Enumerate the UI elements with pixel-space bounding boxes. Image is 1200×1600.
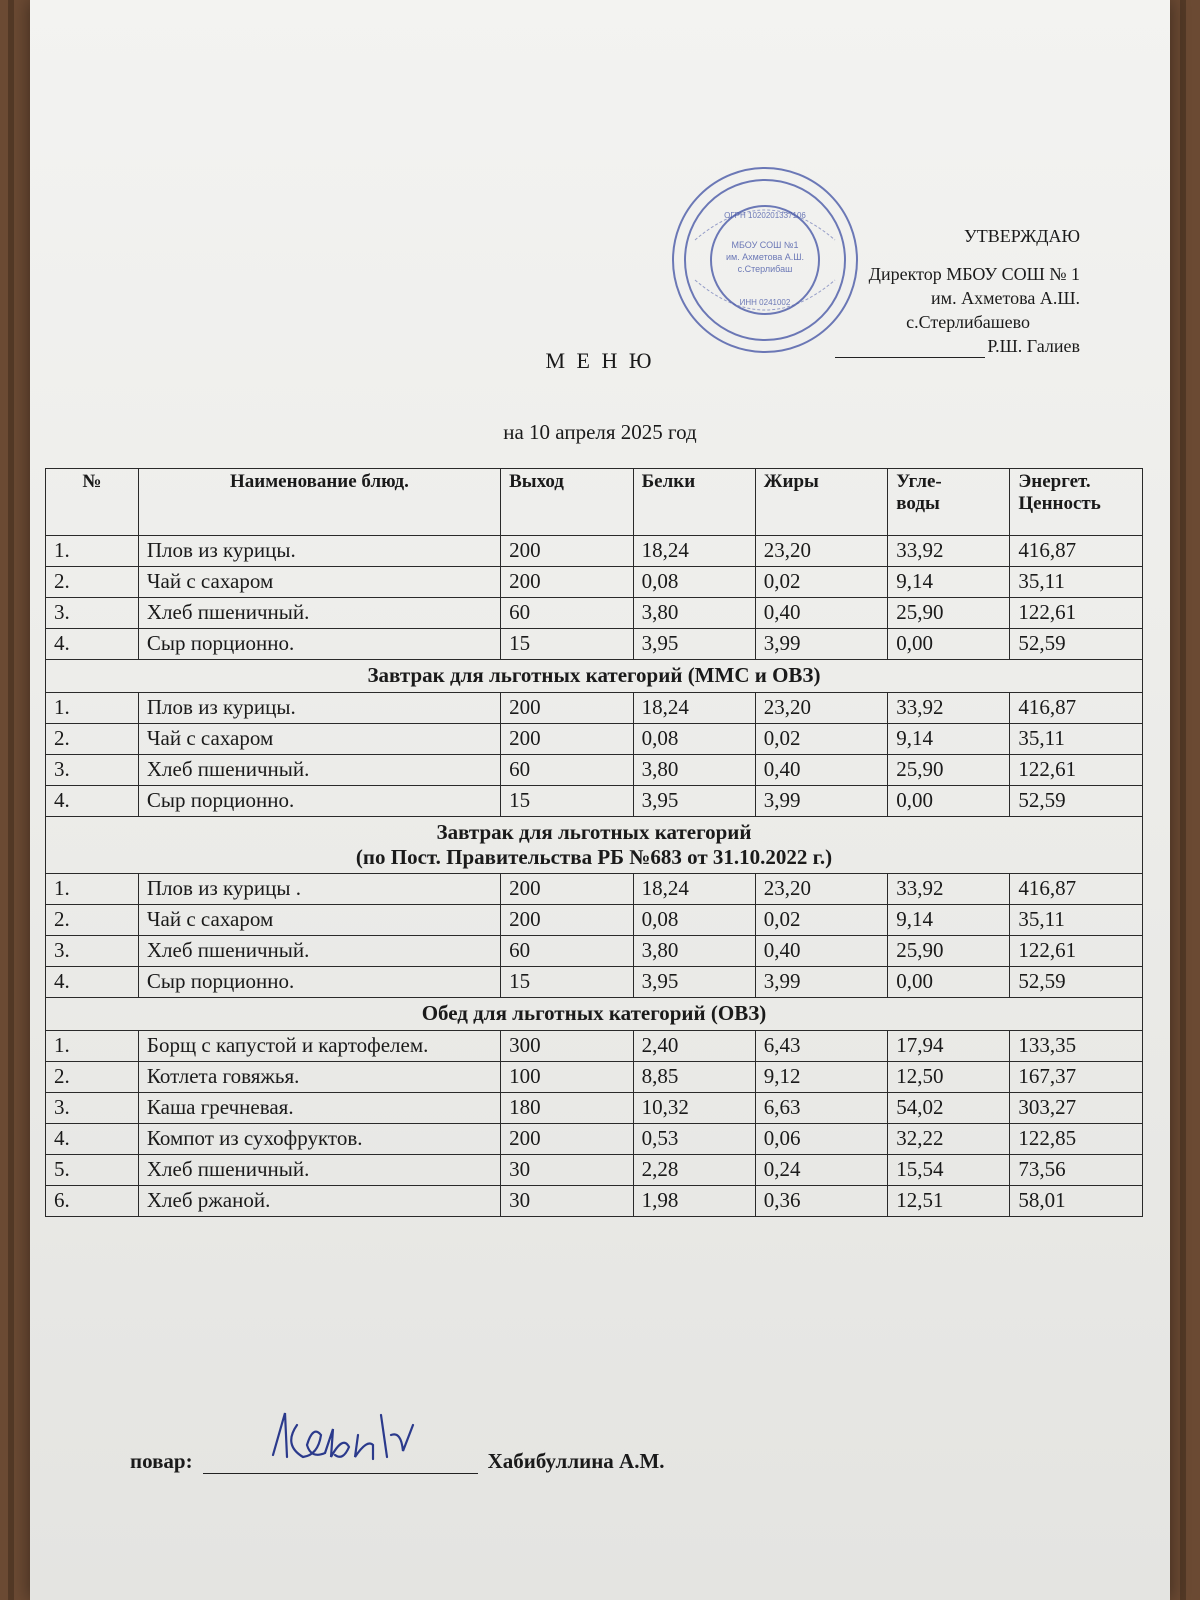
table-row — [46, 536, 1143, 567]
row-number-cell: 1. — [46, 1031, 139, 1062]
dish-name-cell: Сыр порционно. — [138, 967, 500, 998]
table-row — [46, 1124, 1143, 1155]
carbs-cell: 33,92 — [888, 874, 1010, 905]
dish-name-cell: Каша гречневая. — [138, 1093, 500, 1124]
row-number-cell: 1. — [46, 693, 139, 724]
portion-cell: 200 — [501, 567, 634, 598]
energy-cell: 133,35 — [1010, 1031, 1143, 1062]
col-fat-header: Жиры — [755, 469, 888, 536]
fat-cell: 6,63 — [755, 1093, 888, 1124]
table-row — [46, 598, 1143, 629]
row-number-cell: 1. — [46, 536, 139, 567]
row-number-cell: 3. — [46, 1093, 139, 1124]
table-row — [46, 1186, 1143, 1217]
row-number-cell: 2. — [46, 567, 139, 598]
portion-cell: 30 — [501, 1155, 634, 1186]
protein-cell: 18,24 — [633, 536, 755, 567]
dish-name-cell: Котлета говяжья. — [138, 1062, 500, 1093]
table-row — [46, 724, 1143, 755]
carbs-cell: 17,94 — [888, 1031, 1010, 1062]
dish-name-cell: Плов из курицы. — [138, 693, 500, 724]
approval-heading: УТВЕРЖДАЮ — [963, 226, 1080, 246]
row-number-cell: 2. — [46, 1062, 139, 1093]
energy-cell: 167,37 — [1010, 1062, 1143, 1093]
dish-name-cell: Плов из курицы. — [138, 536, 500, 567]
row-number-cell: 3. — [46, 755, 139, 786]
table-row — [46, 936, 1143, 967]
approval-signatory: Р.Ш. Галиев — [987, 336, 1080, 356]
cook-label: повар: — [130, 1449, 193, 1473]
protein-cell: 18,24 — [633, 693, 755, 724]
dish-name-cell: Чай с сахаром — [138, 567, 500, 598]
row-number-cell: 3. — [46, 936, 139, 967]
col-portion-header: Выход — [501, 469, 634, 536]
energy-cell: 416,87 — [1010, 693, 1143, 724]
portion-cell: 15 — [501, 967, 634, 998]
table-row — [46, 1155, 1143, 1186]
fat-cell: 0,06 — [755, 1124, 888, 1155]
carbs-cell: 9,14 — [888, 724, 1010, 755]
table-row — [46, 905, 1143, 936]
portion-cell: 100 — [501, 1062, 634, 1093]
fat-cell: 9,12 — [755, 1062, 888, 1093]
footer-signature — [130, 1445, 665, 1474]
row-number-cell: 3. — [46, 598, 139, 629]
col-carbs-header: Угле- воды — [888, 469, 1010, 536]
approval-block — [810, 224, 1080, 358]
dish-name-cell: Сыр порционно. — [138, 629, 500, 660]
table-row — [46, 874, 1143, 905]
dish-name-cell: Плов из курицы . — [138, 874, 500, 905]
protein-cell: 3,80 — [633, 755, 755, 786]
protein-cell: 3,80 — [633, 936, 755, 967]
dish-name-cell: Хлеб пшеничный. — [138, 598, 500, 629]
section-title: Завтрак для льготных категорий (ММС и ОВЗ) — [46, 660, 1143, 693]
row-number-cell: 4. — [46, 967, 139, 998]
row-number-cell: 2. — [46, 724, 139, 755]
portion-cell: 200 — [501, 874, 634, 905]
portion-cell: 200 — [501, 1124, 634, 1155]
fat-cell: 0,36 — [755, 1186, 888, 1217]
cook-signature-line — [203, 1445, 478, 1474]
energy-cell: 122,61 — [1010, 598, 1143, 629]
energy-cell: 35,11 — [1010, 567, 1143, 598]
dish-name-cell: Чай с сахаром — [138, 724, 500, 755]
row-number-cell: 2. — [46, 905, 139, 936]
protein-cell: 10,32 — [633, 1093, 755, 1124]
col-protein-header: Белки — [633, 469, 755, 536]
carbs-cell: 15,54 — [888, 1155, 1010, 1186]
cook-name: Хабибуллина А.М. — [487, 1449, 665, 1473]
fat-cell: 0,40 — [755, 598, 888, 629]
fat-cell: 0,40 — [755, 936, 888, 967]
portion-cell: 200 — [501, 693, 634, 724]
fat-cell: 3,99 — [755, 967, 888, 998]
section-title-row — [46, 660, 1143, 693]
energy-cell: 122,61 — [1010, 755, 1143, 786]
section-title-row — [46, 817, 1143, 874]
protein-cell: 3,95 — [633, 967, 755, 998]
protein-cell: 0,08 — [633, 724, 755, 755]
energy-cell: 416,87 — [1010, 536, 1143, 567]
fat-cell: 0,02 — [755, 905, 888, 936]
approval-village: с.Стерлибашево — [906, 312, 1030, 332]
energy-cell: 58,01 — [1010, 1186, 1143, 1217]
table-row — [46, 786, 1143, 817]
energy-cell: 416,87 — [1010, 874, 1143, 905]
portion-cell: 200 — [501, 905, 634, 936]
portion-cell: 15 — [501, 629, 634, 660]
portion-cell: 200 — [501, 536, 634, 567]
dish-name-cell: Хлеб пшеничный. — [138, 755, 500, 786]
fat-cell: 0,40 — [755, 755, 888, 786]
portion-cell: 60 — [501, 936, 634, 967]
portion-cell: 180 — [501, 1093, 634, 1124]
energy-cell: 52,59 — [1010, 629, 1143, 660]
protein-cell: 2,28 — [633, 1155, 755, 1186]
protein-cell: 3,80 — [633, 598, 755, 629]
dish-name-cell: Хлеб пшеничный. — [138, 936, 500, 967]
col-dish-header: Наименование блюд. — [138, 469, 500, 536]
cook-handwritten-signature — [263, 1395, 423, 1475]
fat-cell: 0,02 — [755, 567, 888, 598]
stamp-inn: ИНН 0241002 — [739, 298, 791, 307]
carbs-cell: 0,00 — [888, 786, 1010, 817]
fat-cell: 23,20 — [755, 693, 888, 724]
stamp-line-1: МБОУ СОШ №1 — [731, 240, 799, 250]
table-row — [46, 567, 1143, 598]
document-title: М Е Н Ю — [545, 348, 655, 373]
menu-table — [45, 468, 1143, 1217]
protein-cell: 0,53 — [633, 1124, 755, 1155]
section-title-row — [46, 998, 1143, 1031]
carbs-cell: 12,50 — [888, 1062, 1010, 1093]
protein-cell: 0,08 — [633, 905, 755, 936]
fat-cell: 23,20 — [755, 536, 888, 567]
table-row — [46, 755, 1143, 786]
dish-name-cell: Хлеб пшеничный. — [138, 1155, 500, 1186]
stamp-line-2: им. Ахметова А.Ш. — [725, 252, 805, 262]
carbs-cell: 25,90 — [888, 598, 1010, 629]
carbs-cell: 32,22 — [888, 1124, 1010, 1155]
energy-cell: 52,59 — [1010, 967, 1143, 998]
dish-name-cell: Хлеб ржаной. — [138, 1186, 500, 1217]
fat-cell: 0,02 — [755, 724, 888, 755]
energy-cell: 35,11 — [1010, 905, 1143, 936]
document-date: на 10 апреля 2025 год — [503, 420, 697, 444]
stamp-line-3: с.Стерлибаш — [737, 264, 793, 274]
fat-cell: 3,99 — [755, 629, 888, 660]
portion-cell: 60 — [501, 755, 634, 786]
row-number-cell: 6. — [46, 1186, 139, 1217]
approval-position: Директор МБОУ СОШ № 1 — [868, 264, 1080, 284]
protein-cell: 0,08 — [633, 567, 755, 598]
energy-cell: 122,61 — [1010, 936, 1143, 967]
fat-cell: 23,20 — [755, 874, 888, 905]
section-title: Обед для льготных категорий (ОВЗ) — [46, 998, 1143, 1031]
carbs-cell: 9,14 — [888, 567, 1010, 598]
protein-cell: 3,95 — [633, 629, 755, 660]
portion-cell: 200 — [501, 724, 634, 755]
protein-cell: 8,85 — [633, 1062, 755, 1093]
stamp-ogrn: ОГРН 1020201337106 — [724, 211, 806, 220]
carbs-cell: 0,00 — [888, 967, 1010, 998]
fat-cell: 6,43 — [755, 1031, 888, 1062]
dish-name-cell: Компот из сухофруктов. — [138, 1124, 500, 1155]
energy-cell: 122,85 — [1010, 1124, 1143, 1155]
carbs-cell: 54,02 — [888, 1093, 1010, 1124]
protein-cell: 3,95 — [633, 786, 755, 817]
protein-cell: 18,24 — [633, 874, 755, 905]
approval-named-after: им. Ахметова А.Ш. — [931, 288, 1080, 308]
dish-name-cell: Борщ с капустой и картофелем. — [138, 1031, 500, 1062]
portion-cell: 15 — [501, 786, 634, 817]
fat-cell: 0,24 — [755, 1155, 888, 1186]
fat-cell: 3,99 — [755, 786, 888, 817]
row-number-cell: 1. — [46, 874, 139, 905]
table-row — [46, 693, 1143, 724]
protein-cell: 1,98 — [633, 1186, 755, 1217]
table-row — [46, 1093, 1143, 1124]
carbs-cell: 33,92 — [888, 693, 1010, 724]
section-title: Завтрак для льготных категорий (по Пост. Правительства РБ №683 от 31.10.2022 г.) — [46, 817, 1143, 874]
dish-name-cell: Чай с сахаром — [138, 905, 500, 936]
carbs-cell: 33,92 — [888, 536, 1010, 567]
portion-cell: 60 — [501, 598, 634, 629]
dish-name-cell: Сыр порционно. — [138, 786, 500, 817]
energy-cell: 303,27 — [1010, 1093, 1143, 1124]
carbs-cell: 25,90 — [888, 936, 1010, 967]
portion-cell: 30 — [501, 1186, 634, 1217]
carbs-cell: 9,14 — [888, 905, 1010, 936]
energy-cell: 73,56 — [1010, 1155, 1143, 1186]
row-number-cell: 4. — [46, 786, 139, 817]
row-number-cell: 4. — [46, 1124, 139, 1155]
table-row — [46, 629, 1143, 660]
carbs-cell: 25,90 — [888, 755, 1010, 786]
table-row — [46, 1031, 1143, 1062]
row-number-cell: 4. — [46, 629, 139, 660]
col-number-header: № — [46, 469, 139, 536]
carbs-cell: 12,51 — [888, 1186, 1010, 1217]
protein-cell: 2,40 — [633, 1031, 755, 1062]
col-energy-header: Энергет. Ценность — [1010, 469, 1143, 536]
table-row — [46, 1062, 1143, 1093]
portion-cell: 300 — [501, 1031, 634, 1062]
row-number-cell: 5. — [46, 1155, 139, 1186]
energy-cell: 52,59 — [1010, 786, 1143, 817]
table-row — [46, 967, 1143, 998]
carbs-cell: 0,00 — [888, 629, 1010, 660]
energy-cell: 35,11 — [1010, 724, 1143, 755]
table-header-row — [46, 469, 1143, 536]
